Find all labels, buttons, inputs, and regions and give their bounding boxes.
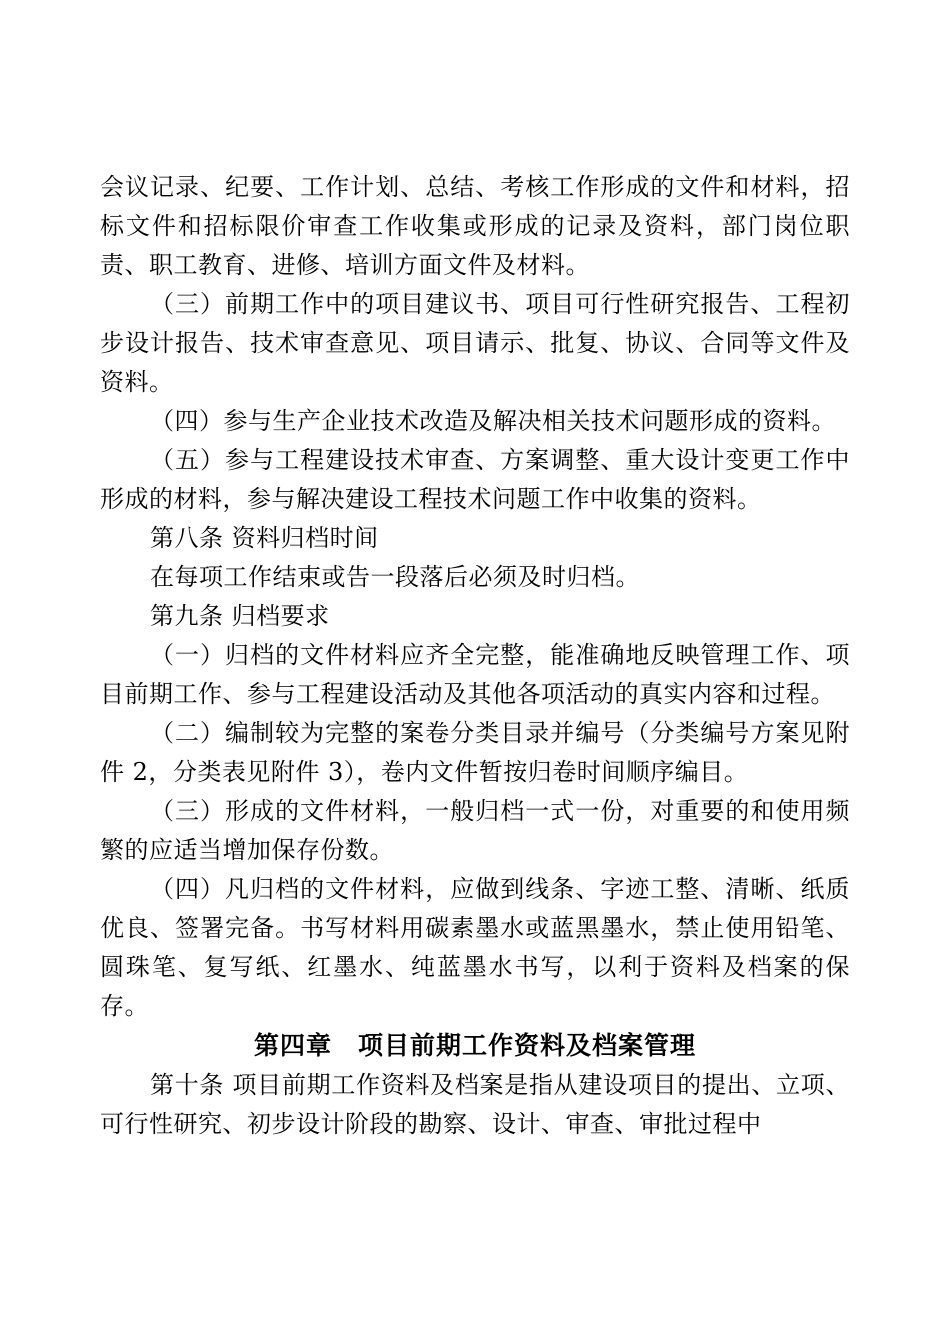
document-body xyxy=(100,168,850,1144)
article-9-item-3: （三）形成的文件材料，一般归档一式一份，对重要的和使用频繁的应适当增加保存份数。 xyxy=(100,797,850,864)
article-10-body: 第十条 项目前期工作资料及档案是指从建设项目的提出、立项、可行性研究、初步设计阶段的勘察、设计、审查、审批过程中 xyxy=(100,1071,850,1138)
paragraph-item-5: （五）参与工程建设技术审查、方案调整、重大设计变更工作中形成的材料，参与解决建设工程技术问题工作中收集的资料。 xyxy=(100,446,850,513)
paragraph-item-4: （四）参与生产企业技术改造及解决相关技术问题形成的资料。 xyxy=(150,407,836,435)
paragraph-continuation: 会议记录、纪要、工作计划、总结、考核工作形成的文件和材料，招标文件和招标限价审查工作收集或形成的记录及资料，部门岗位职责、职工教育、进修、培训方面文件及材料。 xyxy=(100,173,850,279)
article-9-heading: 第九条 归档要求 xyxy=(150,602,330,630)
paragraph-item-3: （三）前期工作中的项目建议书、项目可行性研究报告、工程初步设计报告、技术审查意见、项目请示、批复、协议、合同等文件及资料。 xyxy=(100,290,850,396)
chapter-4-title: 第四章 项目前期工作资料及档案管理 xyxy=(253,1031,696,1060)
article-9-item-4: （四）凡归档的文件材料，应做到线条、字迹工整、清晰、纸质优良、签署完备。书写材料用碳素墨水或蓝黑墨水，禁止使用铅笔、圆珠笔、复写纸、红墨水、纯蓝墨水书写，以利于资料及档案的保存。 xyxy=(100,875,850,1020)
article-8-body: 在每项工作结束或告一段落后必须及时归档。 xyxy=(150,563,640,591)
article-9-item-1: （一）归档的文件材料应齐全完整，能准确地反映管理工作、项目前期工作、参与工程建设活动及其他各项活动的真实内容和过程。 xyxy=(100,641,850,708)
article-8-heading: 第八条 资料归档时间 xyxy=(150,524,379,552)
article-9-item-2: （二）编制较为完整的案卷分类目录并编号（分类编号方案见附件 2，分类表见附件 3），卷内文件暂按归卷时间顺序编目。 xyxy=(100,719,850,786)
